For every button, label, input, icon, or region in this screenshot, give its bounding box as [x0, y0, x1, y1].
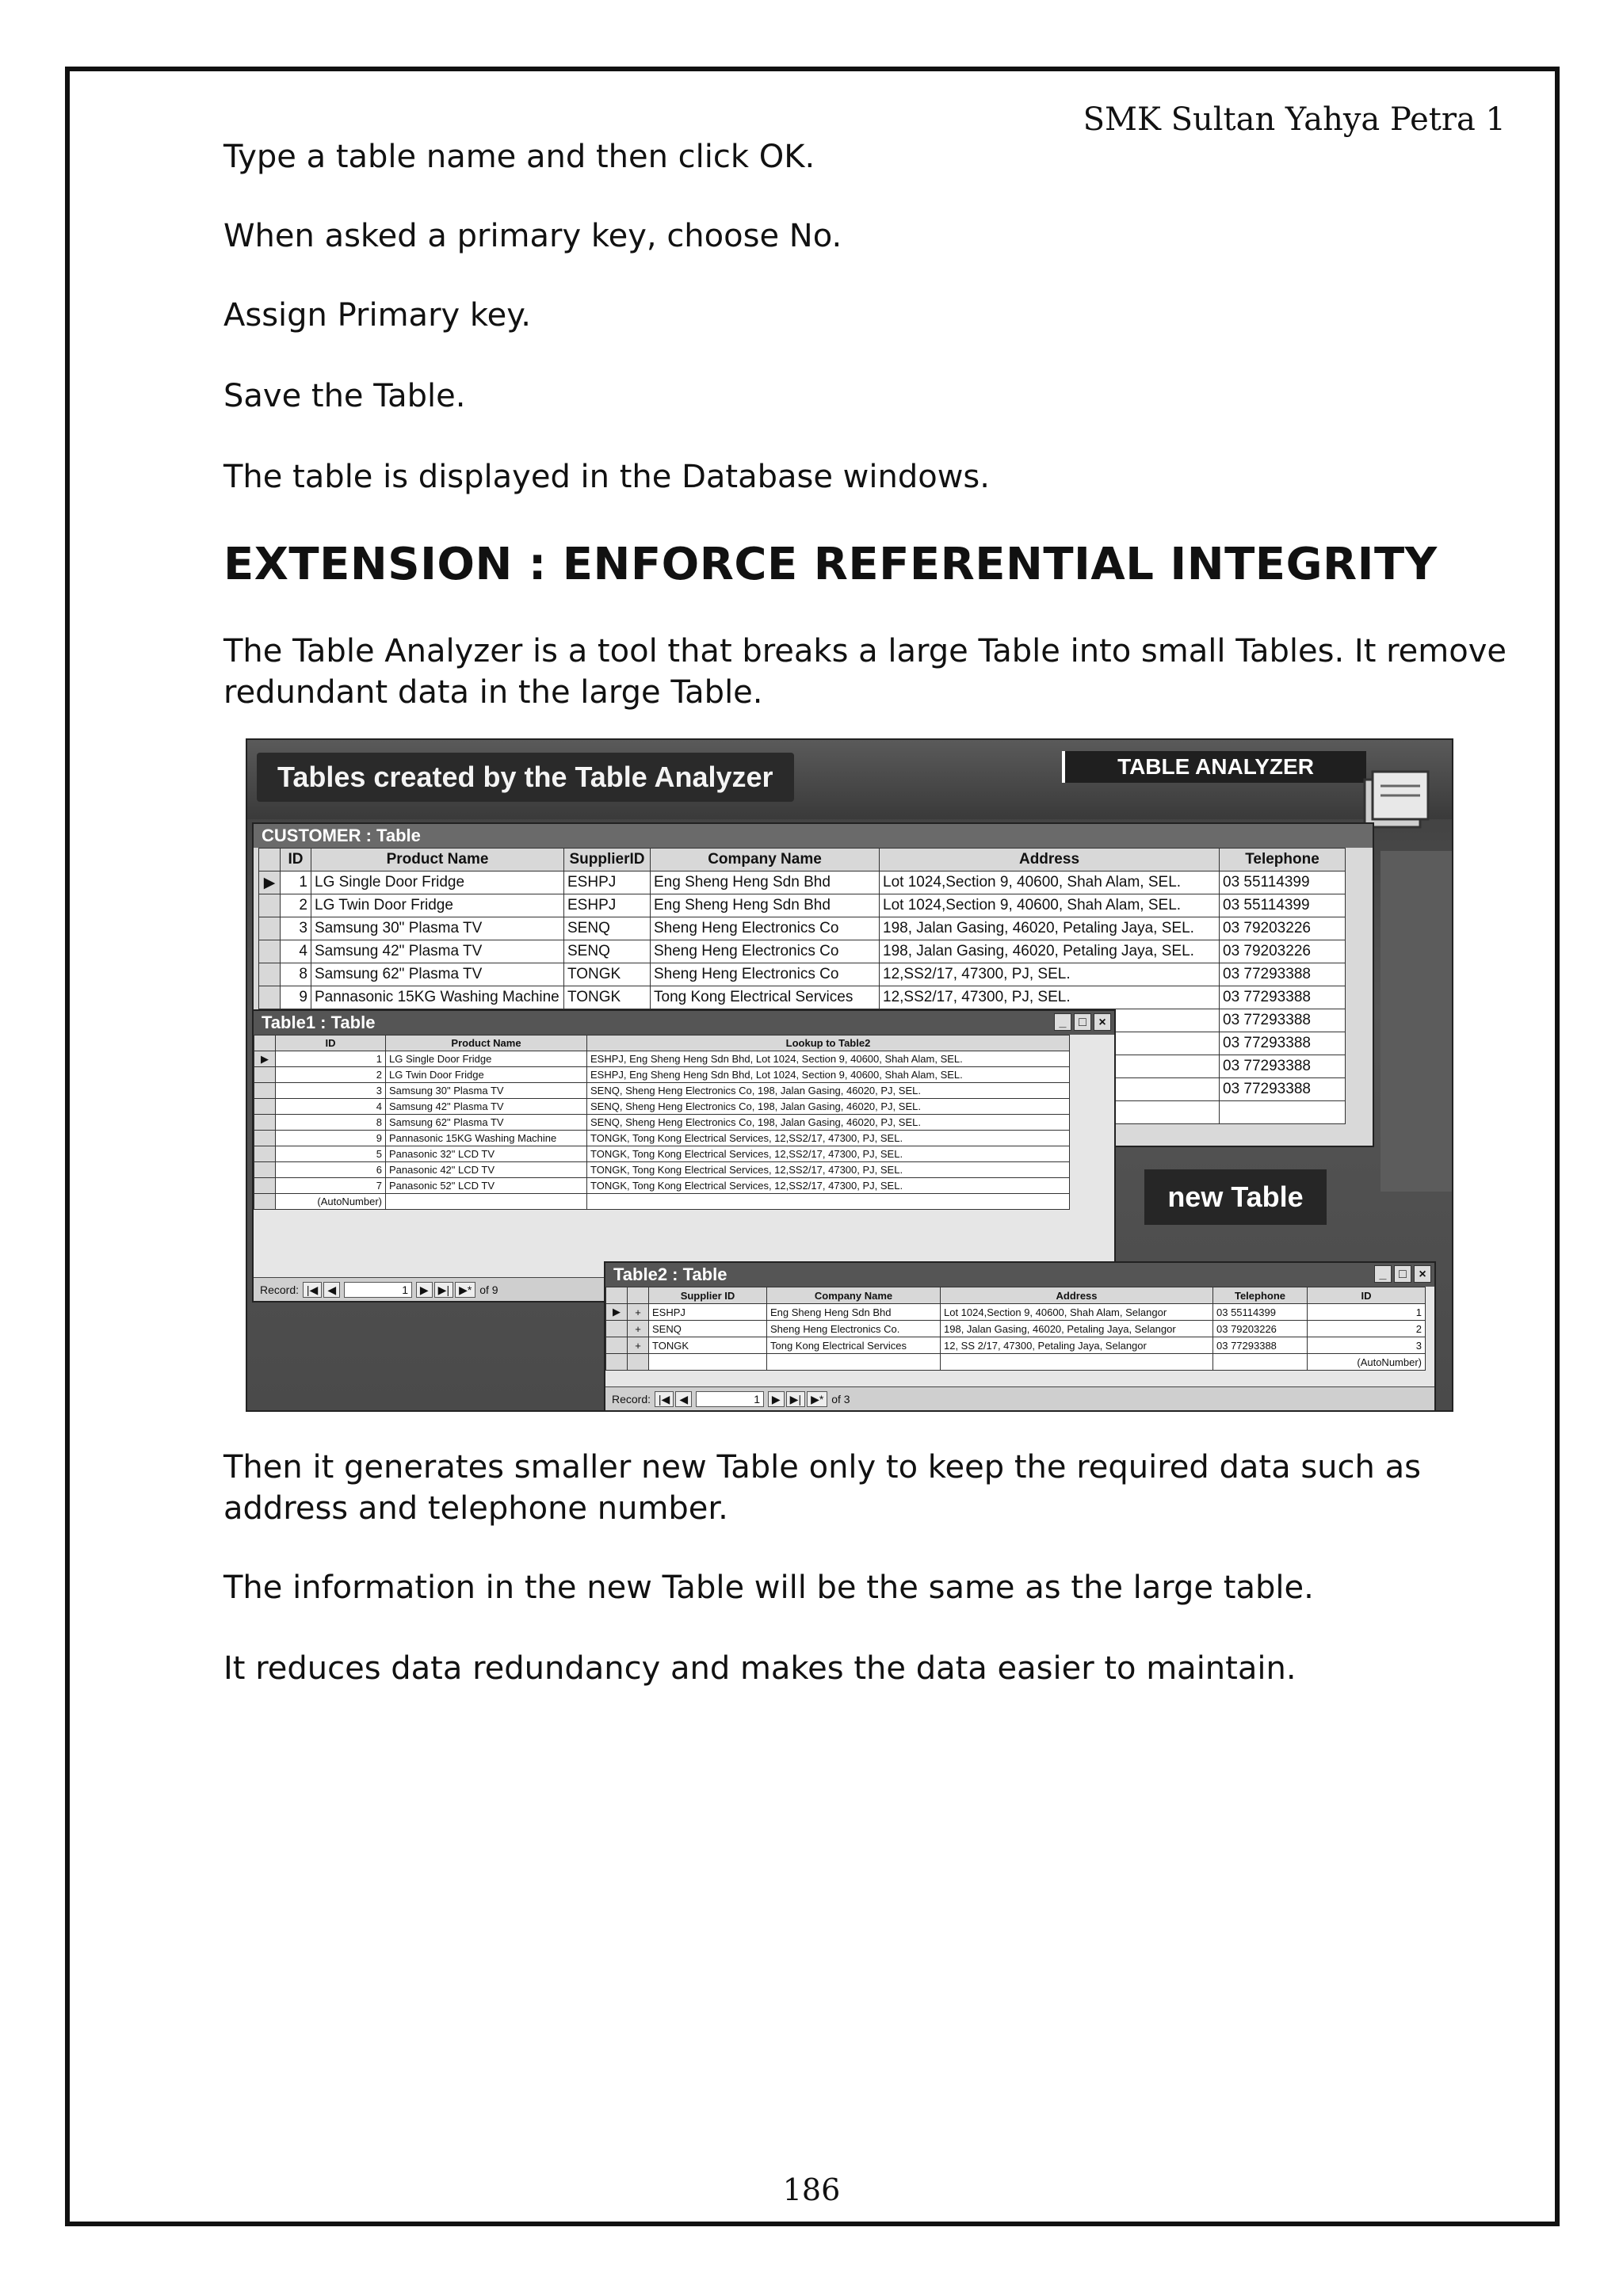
table-cell[interactable]: Panasonic 52" LCD TV	[386, 1178, 587, 1194]
table-cell[interactable]	[386, 1194, 587, 1210]
table-row[interactable]	[254, 1194, 1070, 1210]
table-cell[interactable]: SENQ, Sheng Heng Electronics Co, 198, Jalan Gasing, 46020, PJ, SEL.	[587, 1099, 1070, 1115]
row-selector[interactable]	[254, 1131, 276, 1146]
table-cell[interactable]: Sheng Heng Electronics Co.	[767, 1321, 941, 1337]
table-cell[interactable]: SENQ	[564, 917, 651, 940]
table-cell[interactable]: ESHPJ, Eng Sheng Heng Sdn Bhd, Lot 1024, Section 9, 40600, Shah Alam, SEL.	[587, 1067, 1070, 1083]
brand-label: TABLE ANALYZER	[1062, 751, 1366, 783]
table-cell[interactable]: TONGK, Tong Kong Electrical Services, 12,SS2/17, 47300, PJ, SEL.	[587, 1178, 1070, 1194]
table-row[interactable]	[254, 1051, 1070, 1067]
close-icon[interactable]: ×	[1414, 1265, 1431, 1283]
intro-paragraph: The Table Analyzer is a tool that breaks a large Table into small Tables. It remove redundant data in the large Table.	[223, 633, 1507, 711]
table-cell[interactable]: 1	[281, 871, 311, 894]
table-row[interactable]	[606, 1304, 1426, 1321]
table-row[interactable]	[254, 1067, 1070, 1083]
row-selector[interactable]	[254, 1099, 276, 1115]
table-cell[interactable]: 3	[281, 917, 311, 940]
row-selector-header	[254, 1035, 276, 1051]
table-cell[interactable]: Eng Sheng Heng Sdn Bhd	[651, 871, 880, 894]
table-cell[interactable]: 7	[276, 1178, 386, 1194]
step-5: The table is displayed in the Database windows.	[223, 459, 990, 495]
table-analyzer-screenshot	[246, 738, 1453, 1412]
new-table-label: new Table	[1144, 1169, 1327, 1225]
table-cell[interactable]: 2	[281, 894, 311, 917]
table-cell[interactable]: Pannasonic 15KG Washing Machine	[311, 986, 564, 1009]
row-selector[interactable]	[259, 986, 281, 1009]
step-4: Save the Table.	[223, 378, 466, 414]
expand-icon[interactable]: +	[628, 1304, 649, 1321]
table-row[interactable]	[254, 1178, 1070, 1194]
table-row[interactable]	[254, 1146, 1070, 1162]
table-row[interactable]	[606, 1354, 1426, 1371]
table-cell[interactable]: SENQ, Sheng Heng Electronics Co, 198, Jalan Gasing, 46020, PJ, SEL.	[587, 1115, 1070, 1131]
row-selector[interactable]	[606, 1321, 628, 1337]
table-cell[interactable]: 03 77293388	[1220, 1032, 1346, 1055]
table-cell[interactable]: Sheng Heng Electronics Co	[651, 963, 880, 986]
table-cell[interactable]: Eng Sheng Heng Sdn Bhd	[651, 894, 880, 917]
table-cell[interactable]: Lot 1024,Section 9, 40600, Shah Alam, Selangor	[941, 1304, 1213, 1321]
table-cell[interactable]: Lot 1024,Section 9, 40600, Shah Alam, SEL.	[880, 871, 1220, 894]
decorative-panel	[1381, 851, 1453, 1192]
table2-window	[604, 1261, 1436, 1412]
table-row[interactable]	[259, 940, 1346, 963]
expand-header	[628, 1287, 649, 1304]
table-cell[interactable]: Sheng Heng Electronics Co	[651, 917, 880, 940]
table-cell[interactable]	[1213, 1354, 1308, 1371]
prev-record-icon[interactable]: ◀	[675, 1391, 692, 1407]
table-cell[interactable]: ESHPJ	[564, 871, 651, 894]
section-heading: EXTENSION : ENFORCE REFERENTIAL INTEGRITY	[223, 539, 1438, 590]
table-cell[interactable]: 03 79203226	[1213, 1321, 1308, 1337]
table-cell[interactable]: 6	[276, 1162, 386, 1178]
table-cell[interactable]: 03 77293388	[1220, 1009, 1346, 1032]
record-number-input[interactable]: 1	[344, 1282, 412, 1298]
maximize-icon[interactable]: □	[1394, 1265, 1411, 1283]
table-cell[interactable]: TONGK, Tong Kong Electrical Services, 12,SS2/17, 47300, PJ, SEL.	[587, 1162, 1070, 1178]
table-cell[interactable]: 3	[276, 1083, 386, 1099]
record-label: Record:	[612, 1393, 651, 1405]
table-cell[interactable]: 1	[276, 1051, 386, 1067]
column-header[interactable]: Company Name	[767, 1287, 941, 1304]
table-cell[interactable]: 03 77293388	[1220, 963, 1346, 986]
table-cell[interactable]: ESHPJ, Eng Sheng Heng Sdn Bhd, Lot 1024, Section 9, 40600, Shah Alam, SEL.	[587, 1051, 1070, 1067]
table-cell[interactable]: Samsung 62" Plasma TV	[311, 963, 564, 986]
current-record-icon[interactable]: ▶	[606, 1304, 628, 1321]
column-header[interactable]: ID	[276, 1035, 386, 1051]
table-cell[interactable]: Sheng Heng Electronics Co	[651, 940, 880, 963]
new-record-icon[interactable]: ▶*	[455, 1282, 475, 1298]
first-record-icon[interactable]: |◀	[303, 1282, 322, 1298]
outro-paragraph-3: It reduces data redundancy and makes the data easier to maintain.	[223, 1650, 1296, 1687]
table-cell[interactable]: 198, Jalan Gasing, 46020, Petaling Jaya, SEL.	[880, 917, 1220, 940]
table-cell[interactable]: ESHPJ	[649, 1304, 767, 1321]
row-selector[interactable]	[259, 894, 281, 917]
close-icon[interactable]: ×	[1094, 1013, 1111, 1031]
first-record-icon[interactable]: |◀	[655, 1391, 674, 1407]
table1-window-title-text: Table1 : Table	[262, 1013, 376, 1032]
minimize-icon[interactable]: _	[1054, 1013, 1071, 1031]
row-selector-header	[259, 849, 281, 871]
new-record-icon[interactable]: ▶*	[807, 1391, 827, 1407]
outro-paragraph-1: Then it generates smaller new Table only to keep the required data such as address and telephone number.	[223, 1449, 1421, 1527]
table1-grid	[254, 1035, 1070, 1210]
expand-icon[interactable]: +	[628, 1337, 649, 1354]
column-header[interactable]: Company Name	[651, 849, 880, 871]
step-1: Type a table name and then click OK.	[223, 139, 815, 175]
table-row[interactable]	[259, 917, 1346, 940]
table-row[interactable]	[606, 1321, 1426, 1337]
table-cell[interactable]: (AutoNumber)	[1308, 1354, 1426, 1371]
table-row[interactable]	[254, 1083, 1070, 1099]
row-selector[interactable]	[254, 1178, 276, 1194]
expand-icon[interactable]	[628, 1354, 649, 1371]
table-cell[interactable]: 9	[281, 986, 311, 1009]
table-cell[interactable]: Panasonic 32" LCD TV	[386, 1146, 587, 1162]
figure-title: Tables created by the Table Analyzer	[257, 753, 794, 802]
table-cell[interactable]: 03 55114399	[1213, 1304, 1308, 1321]
table-cell[interactable]: Samsung 42" Plasma TV	[311, 940, 564, 963]
table-cell[interactable]: 5	[276, 1146, 386, 1162]
table-cell[interactable]: TONGK, Tong Kong Electrical Services, 12,SS2/17, 47300, PJ, SEL.	[587, 1146, 1070, 1162]
row-selector-header	[606, 1287, 628, 1304]
table-cell[interactable]: 12,SS2/17, 47300, PJ, SEL.	[880, 963, 1220, 986]
table-cell[interactable]: 12,SS2/17, 47300, PJ, SEL.	[880, 986, 1220, 1009]
table-cell[interactable]: 12, SS 2/17, 47300, Petaling Jaya, Selangor	[941, 1337, 1213, 1354]
table-cell[interactable]: Eng Sheng Heng Sdn Bhd	[767, 1304, 941, 1321]
table-cell[interactable]: LG Twin Door Fridge	[386, 1067, 587, 1083]
table-cell[interactable]: Samsung 30" Plasma TV	[386, 1083, 587, 1099]
table2-record-navigator	[605, 1386, 1434, 1410]
column-header[interactable]: Product Name	[311, 849, 564, 871]
row-selector[interactable]	[254, 1083, 276, 1099]
table-row[interactable]	[254, 1099, 1070, 1115]
column-header[interactable]: Telephone	[1213, 1287, 1308, 1304]
table-row[interactable]	[259, 894, 1346, 917]
row-selector[interactable]	[254, 1162, 276, 1178]
table-cell[interactable]: 4	[281, 940, 311, 963]
row-selector[interactable]	[254, 1115, 276, 1131]
step-2: When asked a primary key, choose No.	[223, 218, 842, 254]
table-cell[interactable]: ESHPJ	[564, 894, 651, 917]
table-cell[interactable]: 03 55114399	[1220, 894, 1346, 917]
page-header: SMK Sultan Yahya Petra 1	[1083, 101, 1506, 138]
table-cell[interactable]: Pannasonic 15KG Washing Machine	[386, 1131, 587, 1146]
table-cell[interactable]: SENQ	[564, 940, 651, 963]
column-header[interactable]: Address	[880, 849, 1220, 871]
last-record-icon[interactable]: ▶|	[786, 1391, 805, 1407]
table-cell[interactable]: (AutoNumber)	[276, 1194, 386, 1210]
table-cell[interactable]: 03 55114399	[1220, 871, 1346, 894]
table-cell[interactable]: Tong Kong Electrical Services	[651, 986, 880, 1009]
table-cell[interactable]: TONGK	[649, 1337, 767, 1354]
table1-window-controls	[1054, 1013, 1111, 1031]
customer-window-title	[254, 824, 1373, 848]
table-row[interactable]	[606, 1337, 1426, 1354]
column-header[interactable]: ID	[1308, 1287, 1426, 1304]
page-number: 186	[782, 2172, 841, 2207]
table2-window-title-text: Table2 : Table	[613, 1264, 727, 1284]
table-cell[interactable]: TONGK	[564, 986, 651, 1009]
row-selector[interactable]	[606, 1337, 628, 1354]
table-cell[interactable]	[767, 1354, 941, 1371]
table-cell[interactable]: 9	[276, 1131, 386, 1146]
row-selector[interactable]	[254, 1146, 276, 1162]
next-record-icon[interactable]: ▶	[416, 1282, 433, 1298]
table-cell[interactable]: 3	[1308, 1337, 1426, 1354]
table-cell[interactable]: Samsung 30" Plasma TV	[311, 917, 564, 940]
current-record-icon[interactable]: ▶	[259, 871, 281, 894]
table-cell[interactable]: 1	[1308, 1304, 1426, 1321]
table-cell[interactable]: 4	[276, 1099, 386, 1115]
table-cell[interactable]: 198, Jalan Gasing, 46020, Petaling Jaya, SEL.	[880, 940, 1220, 963]
customer-window-title-text: CUSTOMER : Table	[262, 826, 421, 845]
row-selector[interactable]	[259, 917, 281, 940]
column-header[interactable]: Supplier ID	[649, 1287, 767, 1304]
row-selector[interactable]	[259, 940, 281, 963]
table-cell[interactable]: 03 77293388	[1220, 1055, 1346, 1078]
table-cell[interactable]: TONGK, Tong Kong Electrical Services, 12,SS2/17, 47300, PJ, SEL.	[587, 1131, 1070, 1146]
column-header[interactable]: Telephone	[1220, 849, 1346, 871]
record-total: of 9	[479, 1283, 498, 1296]
column-header[interactable]: Product Name	[386, 1035, 587, 1051]
table-cell[interactable]: LG Single Door Fridge	[311, 871, 564, 894]
table-cell[interactable]: 2	[276, 1067, 386, 1083]
table-cell[interactable]: 03 77293388	[1213, 1337, 1308, 1354]
table-row[interactable]	[254, 1115, 1070, 1131]
table-cell[interactable]	[649, 1354, 767, 1371]
table-cell[interactable]: LG Single Door Fridge	[386, 1051, 587, 1067]
prev-record-icon[interactable]: ◀	[323, 1282, 340, 1298]
table-cell[interactable]: 03 79203226	[1220, 940, 1346, 963]
step-3: Assign Primary key.	[223, 297, 531, 334]
table-row[interactable]	[259, 986, 1346, 1009]
record-label: Record:	[260, 1283, 300, 1296]
table-row[interactable]	[259, 871, 1346, 894]
table-cell[interactable]: TONGK	[564, 963, 651, 986]
table-cell[interactable]: 198, Jalan Gasing, 46020, Petaling Jaya, Selangor	[941, 1321, 1213, 1337]
table-cell[interactable]: Lot 1024,Section 9, 40600, Shah Alam, SEL.	[880, 894, 1220, 917]
column-header[interactable]: ID	[281, 849, 311, 871]
record-total: of 3	[831, 1393, 850, 1405]
table-cell[interactable]: 03 77293388	[1220, 1078, 1346, 1101]
table-cell[interactable]: Tong Kong Electrical Services	[767, 1337, 941, 1354]
table-cell[interactable]	[1220, 1101, 1346, 1124]
row-selector[interactable]	[606, 1354, 628, 1371]
column-header[interactable]: Address	[941, 1287, 1213, 1304]
table-row[interactable]	[254, 1162, 1070, 1178]
table-cell[interactable]: SENQ	[649, 1321, 767, 1337]
table-cell[interactable]: 2	[1308, 1321, 1426, 1337]
table-cell[interactable]: LG Twin Door Fridge	[311, 894, 564, 917]
next-record-icon[interactable]: ▶	[768, 1391, 785, 1407]
table-cell[interactable]	[941, 1354, 1213, 1371]
table-row[interactable]	[259, 963, 1346, 986]
table-cell[interactable]: 03 77293388	[1220, 986, 1346, 1009]
last-record-icon[interactable]: ▶|	[434, 1282, 453, 1298]
table-row[interactable]	[254, 1131, 1070, 1146]
table-cell[interactable]: 8	[276, 1115, 386, 1131]
table-cell[interactable]: 03 79203226	[1220, 917, 1346, 940]
column-header[interactable]: SupplierID	[564, 849, 651, 871]
row-selector[interactable]	[254, 1067, 276, 1083]
outro-paragraph-2: The information in the new Table will be the same as the large table.	[223, 1569, 1314, 1606]
table2-grid	[605, 1287, 1426, 1371]
row-selector[interactable]	[254, 1194, 276, 1210]
table-cell[interactable]: SENQ, Sheng Heng Electronics Co, 198, Jalan Gasing, 46020, PJ, SEL.	[587, 1083, 1070, 1099]
table-cell[interactable]: 8	[281, 963, 311, 986]
table1-window	[252, 1009, 1116, 1302]
table-cell[interactable]: Panasonic 42" LCD TV	[386, 1162, 587, 1178]
table2-window-title	[605, 1263, 1434, 1287]
column-header[interactable]: Lookup to Table2	[587, 1035, 1070, 1051]
minimize-icon[interactable]: _	[1374, 1265, 1392, 1283]
record-number-input[interactable]: 1	[696, 1391, 764, 1407]
table2-window-controls	[1374, 1265, 1431, 1283]
table-cell[interactable]: Samsung 62" Plasma TV	[386, 1115, 587, 1131]
table-cell[interactable]: Samsung 42" Plasma TV	[386, 1099, 587, 1115]
table-cell[interactable]	[587, 1194, 1070, 1210]
row-selector[interactable]	[259, 963, 281, 986]
maximize-icon[interactable]: □	[1074, 1013, 1091, 1031]
table1-window-title	[254, 1011, 1114, 1035]
current-record-icon[interactable]: ▶	[254, 1051, 276, 1067]
expand-icon[interactable]: +	[628, 1321, 649, 1337]
